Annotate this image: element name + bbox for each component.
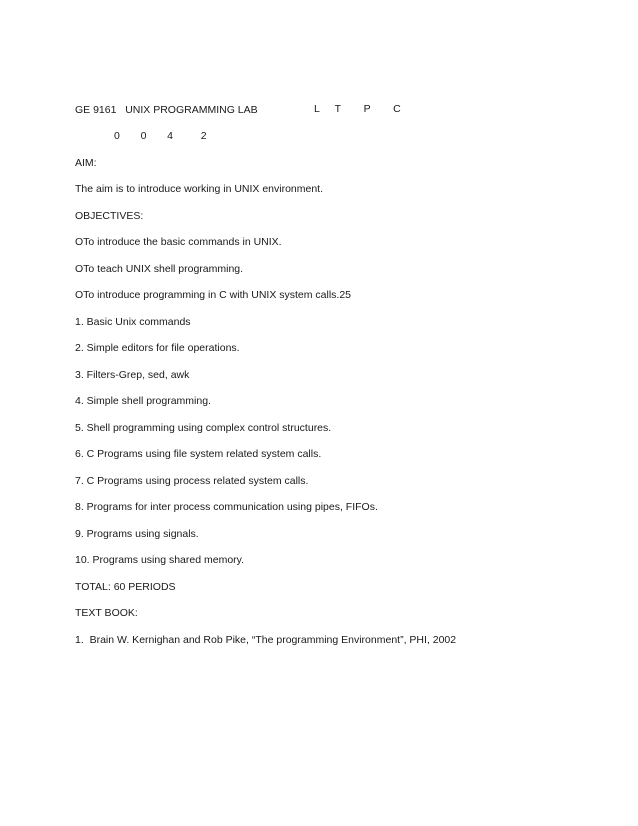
experiment-item: 7. C Programs using process related system calls. <box>75 475 309 487</box>
experiment-item: 4. Simple shell programming. <box>75 395 211 407</box>
aim-text: The aim is to introduce working in UNIX environment. <box>75 183 324 195</box>
experiment-item: 10. Programs using shared memory. <box>75 554 245 566</box>
experiment-item: 8. Programs for inter process communication using pipes, FIFOs. <box>75 501 378 513</box>
experiment-item: 9. Programs using signals. <box>75 528 199 540</box>
experiment-item: 5. Shell programming using complex control structures. <box>75 422 332 434</box>
experiment-item: 1. Basic Unix commands <box>75 316 191 328</box>
ltpc-label: L T P C <box>314 103 402 115</box>
total-periods: TOTAL: 60 PERIODS <box>75 581 176 593</box>
aim-heading: AIM: <box>75 157 97 169</box>
text-book-heading: TEXT BOOK: <box>75 607 138 619</box>
experiment-item: 3. Filters-Grep, sed, awk <box>75 369 190 381</box>
objectives-heading: OBJECTIVES: <box>75 210 144 222</box>
objective-item: OTo introduce programming in C with UNIX system calls.25 <box>75 289 352 301</box>
experiment-item: 2. Simple editors for file operations. <box>75 342 240 354</box>
text-book-item: 1. Brain W. Kernighan and Rob Pike, “The programming Environment”, PHI, 2002 <box>75 634 457 646</box>
objective-item: OTo teach UNIX shell programming. <box>75 263 244 275</box>
experiment-item: 6. C Programs using file system related system calls. <box>75 448 322 460</box>
credits: 0 0 4 2 <box>114 130 207 142</box>
objective-item: OTo introduce the basic commands in UNIX. <box>75 236 282 248</box>
course-title: GE 9161 UNIX PROGRAMMING LAB <box>75 104 258 116</box>
